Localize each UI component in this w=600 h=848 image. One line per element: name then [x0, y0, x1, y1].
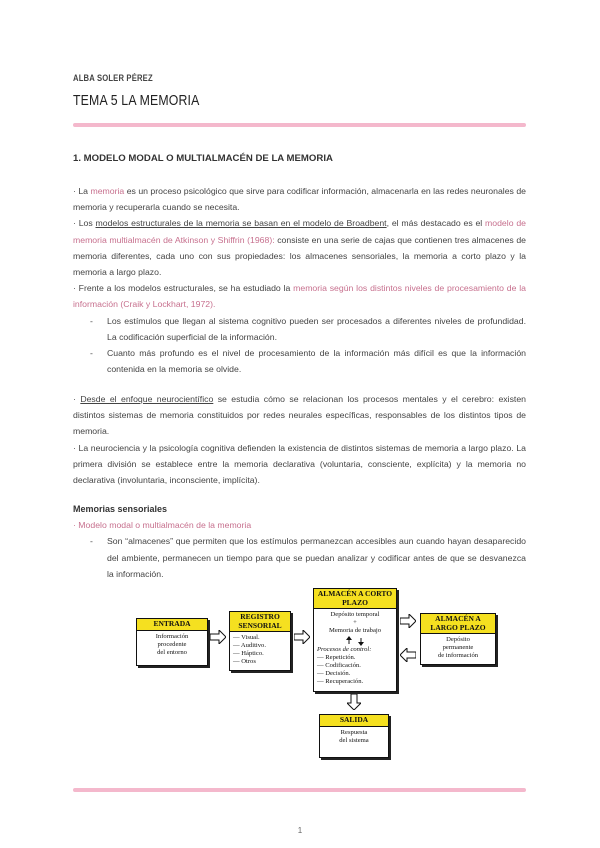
box-body	[314, 646, 396, 688]
paragraph-memoria	[73, 183, 526, 215]
box-body	[320, 727, 388, 747]
list-item-text: Cuanto más profundo es el nivel de procesamiento de la información más difícil es que la información contenida en la memoria se olvide.	[107, 348, 526, 375]
list-item-text: Los estímulos que llegan al sistema cognitivo pueden ser procesados a diferentes niveles de profundidad. La codificación superficial de la información.	[107, 315, 526, 342]
box-body	[314, 609, 396, 636]
text: , el más destacado es el	[386, 218, 486, 229]
text: es un proceso psicológico que sirve para codificar información, almacenarla en las redes neuronales de memoria y recuperarla cuando se necesita.	[73, 186, 527, 213]
arrow-right-icon	[294, 630, 310, 644]
box-line: — Codificación.	[317, 662, 361, 669]
box-body	[421, 634, 495, 662]
box-line: — Otros	[233, 658, 256, 665]
box-title: REGISTRO SENSORIAL	[230, 612, 290, 632]
underlined-modelos: modelos estructurales de la memoria se basan en el modelo de Broadbent	[95, 218, 387, 229]
dash-marker: -	[90, 536, 93, 547]
list-item	[73, 533, 526, 582]
term-modelo-modal: · Modelo modal o multialmacén de la memoria	[73, 520, 252, 531]
box-registro	[229, 611, 291, 671]
box-line: permanente	[442, 644, 474, 651]
box-line: Información	[155, 632, 189, 640]
arrow-right-icon	[210, 630, 226, 644]
text: ·	[73, 394, 81, 404]
box-line: Memoria de trabajo	[329, 627, 381, 634]
box-line: Depósito	[446, 636, 470, 643]
box-line: — Auditivo.	[233, 642, 266, 649]
list-item-text: Son “almacenes” que permiten que los estímulos permanezcan accesibles aun cuando hayan desaparecido del ambiente, permanecen un tiempo para que se puedan analizar y codificar antes de que se desvanezca la información.	[107, 536, 526, 579]
term-memoria: memoria	[90, 186, 125, 196]
arrow-right-icon	[400, 614, 416, 628]
box-line: Respuesta	[340, 728, 368, 736]
paragraph-neurociencia: · La neurociencia y la psicología cognitiva defienden la existencia de distintos sistemas de memoria a largo plazo. La primera división se establece entre la memoria declarativa (voluntaria, consciente, explícita) y la memoria no declarativa (involuntaria, inconsciente, implícita).	[73, 442, 526, 486]
box-corto-plazo	[313, 588, 397, 692]
arrow-left-icon	[400, 648, 416, 662]
paragraph-modelos	[73, 215, 526, 280]
box-line: — Visual.	[233, 634, 260, 641]
dash-list-2	[73, 533, 526, 582]
arrow-down-icon	[347, 694, 361, 710]
underlined-enfoque: Desde el enfoque neurocientífico	[80, 394, 214, 404]
box-line: de información	[437, 652, 479, 659]
box-largo-plazo	[420, 613, 496, 665]
paragraph-niveles	[73, 280, 526, 312]
text-block-1	[73, 183, 526, 377]
box-subtitle: Procesos de control:	[317, 646, 372, 653]
box-body	[137, 631, 207, 659]
box-line: — Repetición.	[317, 654, 356, 661]
text-block-3	[73, 501, 526, 582]
loop-arrow-icon	[345, 636, 365, 646]
bottom-divider	[73, 788, 526, 792]
text: · Los	[73, 218, 96, 229]
list-item	[73, 345, 526, 377]
term-craik: memoria según los distintos niveles de procesamiento de la información (Craik y Lockhart, 1972).	[73, 283, 527, 310]
box-line: Depósito temporal	[330, 611, 380, 618]
text-block-2	[73, 391, 526, 488]
dash-marker: -	[90, 348, 93, 359]
text: · Frente a los modelos estructurales, se ha estudiado la	[73, 283, 294, 294]
subheading-sensoriales: Memorias sensoriales	[73, 504, 168, 514]
box-line: +	[353, 619, 357, 626]
box-line: — Háptico.	[233, 650, 264, 657]
box-title: SALIDA	[320, 715, 388, 727]
top-divider	[73, 123, 526, 127]
box-title: ALMACÉN A LARGO PLAZO	[421, 614, 495, 634]
dash-marker: -	[90, 315, 93, 326]
box-line: — Decisión.	[317, 670, 351, 677]
page-number: 1	[297, 826, 303, 835]
term-atkinson: modelo de memoria multialmacén de Atkinson y Shiffrin (1968):	[73, 218, 526, 245]
box-salida	[319, 714, 389, 758]
box-body	[230, 632, 290, 668]
box-line: procedente	[157, 640, 187, 648]
author-name: ALBA SOLER PÉREZ	[73, 73, 153, 83]
box-title: ALMACÉN A CORTO PLAZO	[314, 589, 396, 609]
box-line: del entorno	[157, 648, 187, 656]
memory-model-diagram	[136, 586, 528, 776]
paragraph-neuro	[73, 391, 526, 440]
dash-list-1	[73, 313, 526, 378]
box-title: ENTRADA	[137, 619, 207, 631]
box-line: del sistema	[339, 736, 369, 744]
box-line: — Recuperación.	[317, 678, 364, 685]
list-item	[73, 313, 526, 345]
text: se estudia cómo se relacionan los procesos mentales y el cerebro: existen distintos sistemas de memoria constituidos por redes neurales específicas, responsables de los distintos tipos de memoria.	[73, 394, 526, 437]
box-entrada	[136, 618, 208, 666]
text: consiste en una serie de cajas que contienen tres almacenes de memoria diferentes, cada uno con sus propiedades: los almacenes sensoriales, la memoria a corto plazo y la memoria a largo plazo.	[73, 234, 526, 278]
section-title: 1. MODELO MODAL O MULTIALMACÉN DE LA MEMORIA	[73, 153, 333, 164]
page-title: TEMA 5 LA MEMORIA	[73, 92, 200, 109]
text: · La	[73, 186, 91, 196]
